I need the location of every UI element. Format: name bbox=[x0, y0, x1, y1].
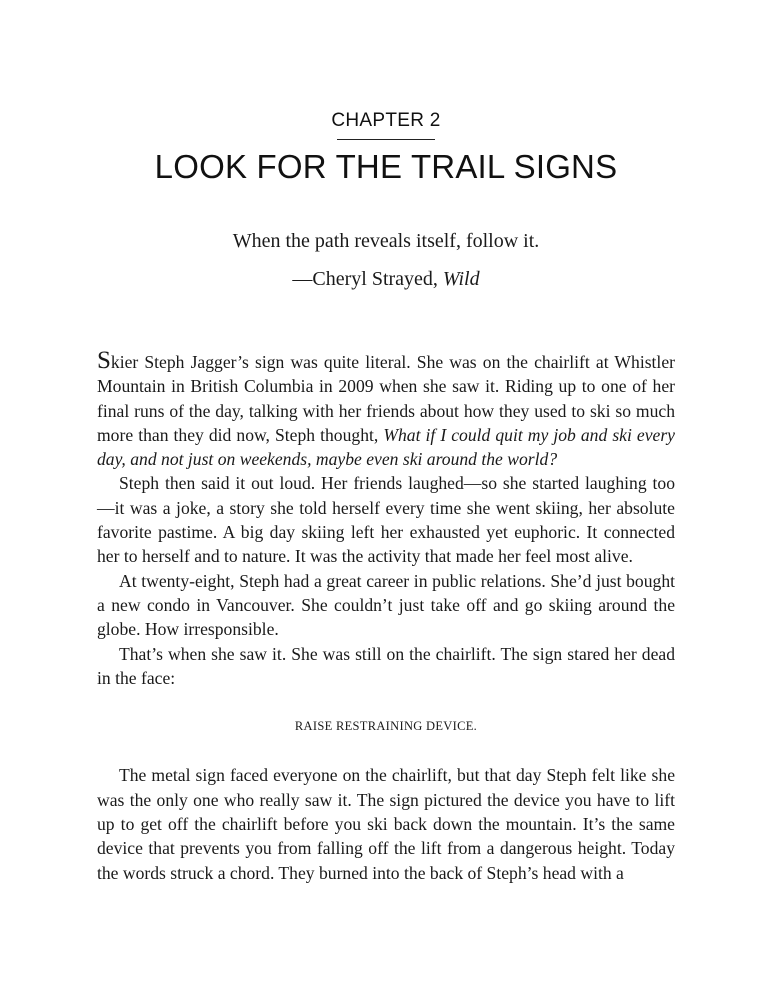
paragraph-2: Steph then said it out loud. Her friends laughed—so she started laughing too —it was a joke, a story she told herself every time she went skiing, her absolute favorite pastime. A big day skiing left her exhausted yet euphoric. It connected her to herself and to nature. It was the activity that made her feel most alive. bbox=[97, 473, 675, 567]
paragraph-3: At twenty-eight, Steph had a great career in public relations. She’d just bought a new condo in Vancouver. She couldn’t just take off and go skiing around the globe. How irresponsible. bbox=[97, 570, 675, 640]
sign-text: RAISE RESTRAINING DEVICE. bbox=[294, 719, 478, 734]
paragraph-1-text: kier Steph Jagger’s sign was quite literal. She was on the chairlift at Whistler Mountain in British Columbia in 2009 when she saw it. Riding up to one of her final runs of the day, talking with her friends about how they used to ski so much more than they did now, Steph thought, bbox=[97, 352, 675, 445]
paragraph-1 bbox=[97, 347, 675, 471]
epigraph-quote: When the path reveals itself, follow it. bbox=[232, 230, 540, 252]
chapter-divider bbox=[337, 139, 435, 140]
chapter-label: CHAPTER 2 bbox=[331, 110, 441, 131]
chapter-body bbox=[97, 347, 675, 885]
dropcap: S bbox=[97, 347, 111, 374]
paragraph-5: The metal sign faced everyone on the chairlift, but that day Steph felt like she was the only one who really saw it. The sign pictured the device you have to lift up to get off the chairlift before you ski back down the mountain. It’s the same device that prevents you from falling off the lift from a dangerous height. Today the words struck a chord. They burned into the back of Steph’s head with a bbox=[97, 765, 675, 883]
chapter-title: LOOK FOR THE TRAIL SIGNS bbox=[154, 148, 618, 185]
paragraph-4: That’s when she saw it. She was still on the chairlift. The sign stared her dead in the face: bbox=[97, 643, 675, 688]
epigraph-work: Wild bbox=[442, 268, 480, 290]
epigraph-author: —Cheryl Strayed, bbox=[292, 268, 443, 290]
epigraph-attribution bbox=[0, 268, 772, 291]
paragraph-1-italic: What if I could quit my job and ski every day, and not just on weekends, maybe even ski around the world? bbox=[97, 424, 675, 470]
